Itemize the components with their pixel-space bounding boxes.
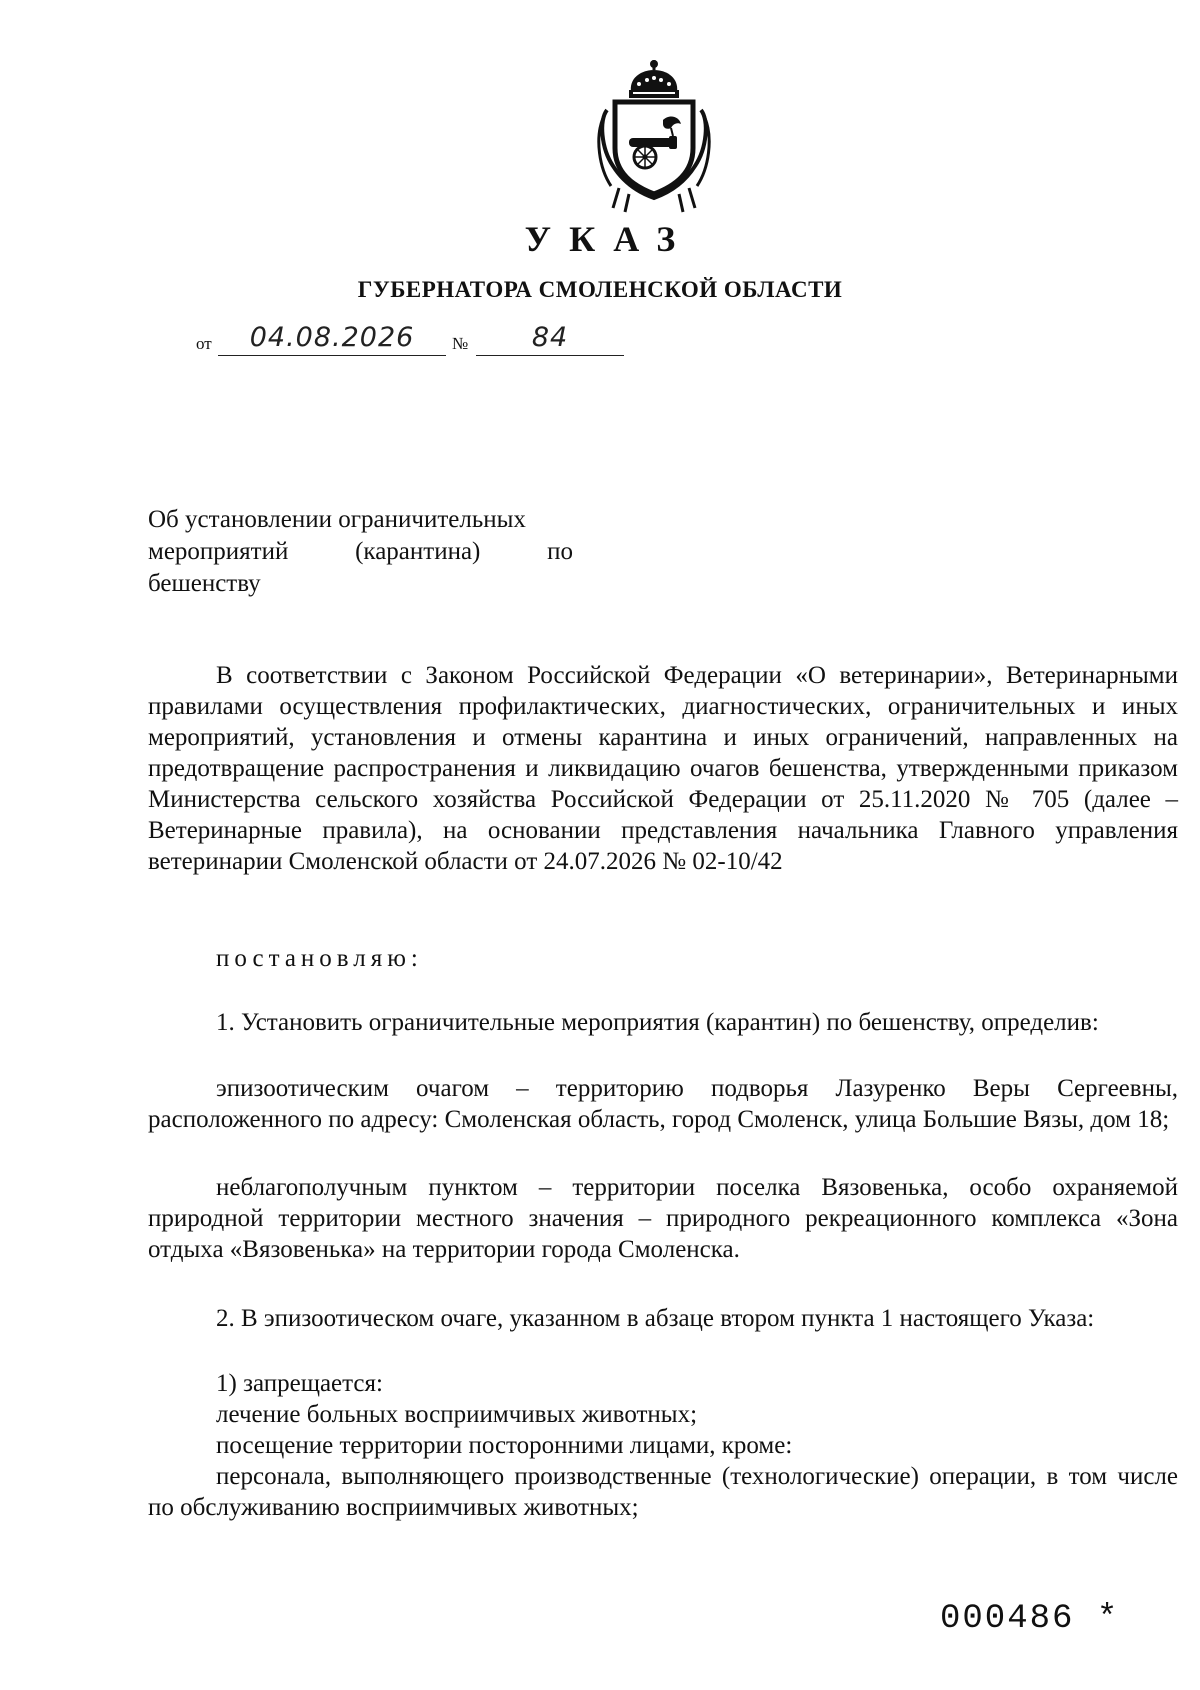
item-2-paragraph: 2. В эпизоотическом очаге, указанном в абзаце втором пункта 1 настоящего Указа: xyxy=(216,1305,1095,1332)
date-value: 04.08.2026 xyxy=(218,321,446,356)
subject-line: мероприятий (карантина) по xyxy=(148,538,573,565)
item-1-focus-paragraph: эпизоотическим очагом – территорию подворья Лазуренко Веры Сергеевны, расположенного по адресу: Смоленская область, город Смоленск, улица Большие Вязы, дом 18; xyxy=(148,1075,1178,1133)
number-value: 84 xyxy=(476,321,624,356)
item-1-paragraph: 1. Установить ограничительные мероприятия (карантин) по бешенству, определив: xyxy=(216,1009,1099,1036)
subject-line: Об установлении ограничительных xyxy=(148,506,526,533)
item-1-point-paragraph: неблагополучным пунктом – территории поселка Вязовенька, особо охраняемой природной территории местного значения – природного рекреационного комплекса «Зона отдыха «Вязовенька» на территории города Смоленска. xyxy=(148,1174,1178,1263)
item-2-subitem: 1) запрещается: xyxy=(216,1370,383,1397)
item-2-subitem: персонала, выполняющего производственные (технологические) операции, в том числе по обслуживанию восприимчивых животных; xyxy=(148,1463,1178,1521)
document-subject xyxy=(148,504,573,600)
item-2-subitem: лечение больных восприимчивых животных; xyxy=(216,1401,698,1428)
item-2-subitem: посещение территории посторонними лицами, кроме: xyxy=(216,1432,793,1459)
subject-line: бешенству xyxy=(148,570,261,597)
legal-basis-paragraph: В соответствии с Законом Российской Федерации «О ветеринарии», Ветеринарными правилами осуществления профилактических, диагностических, ограничительных и иных мероприятий, установления и отмены карантина и иных ограничений, направленных на предотвращение распространения и ликвидацию очагов бешенства, утвержденными приказом Министерства сельского хозяйства Российской Федерации от 25.11.2020 № 705 (далее – Ветеринарные правила), на основании представления начальника Главного управления ветеринарии Смоленской области от 24.07.2026 № 02-10/42 xyxy=(148,662,1178,875)
decree-word: постановляю: xyxy=(216,945,423,972)
smolensk-coat-of-arms-icon xyxy=(593,58,715,214)
date-label: от xyxy=(196,334,212,353)
number-label: № xyxy=(452,334,469,353)
document-issuer: ГУБЕРНАТОРА СМОЛЕНСКОЙ ОБЛАСТИ xyxy=(357,277,843,302)
document-title: УКАЗ xyxy=(524,219,694,259)
form-serial-number: 000486 * xyxy=(940,1600,1120,1638)
